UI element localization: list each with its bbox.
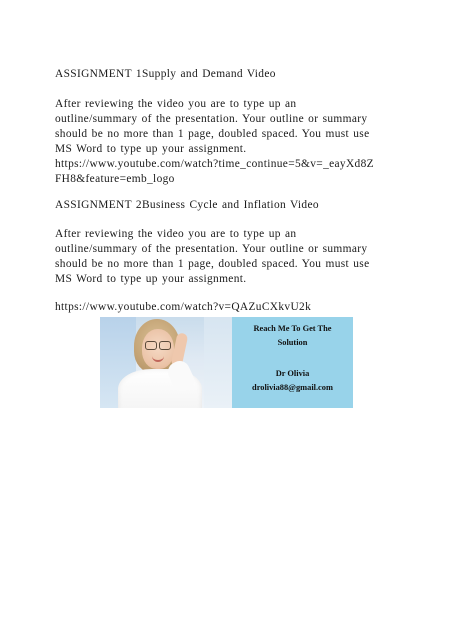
assignment1-link[interactable]: https://www.youtube.com/watch?time_continue=5&v=_eayXd8Z [55, 158, 374, 170]
glasses-icon [145, 341, 171, 349]
banner-line2: Solution [277, 338, 308, 347]
assignment2-link[interactable]: https://www.youtube.com/watch?v=QAZuCXkvU2k [55, 301, 312, 313]
assignment1-body [55, 97, 405, 187]
assignment2-line: outline/summary of the presentation. Your outline or summary [55, 243, 368, 255]
assignment1-line: should be no more than 1 page, doubled spaced. You must use [55, 128, 370, 140]
photo-window-right [204, 317, 232, 408]
assignment1-line: After reviewing the video you are to type up an [55, 98, 297, 110]
assignment2-line: After reviewing the video you are to type up an [55, 228, 297, 240]
banner-email[interactable]: drolivia88@gmail.com [252, 383, 333, 392]
banner-line1: Reach Me To Get The [253, 324, 332, 333]
woman-photo [100, 317, 232, 408]
assignment2-line: should be no more than 1 page, doubled spaced. You must use [55, 258, 370, 270]
banner-name: Dr Olivia [275, 369, 310, 378]
assignment2-heading: ASSIGNMENT 2Business Cycle and Inflation Video [55, 199, 319, 211]
assignment1-heading: ASSIGNMENT 1Supply and Demand Video [55, 68, 276, 80]
assignment2-body [55, 227, 405, 287]
assignment1-line: MS Word to type up your assignment. [55, 143, 247, 155]
assignment1-link-continued[interactable]: FH8&feature=emb_logo [55, 173, 175, 185]
contact-banner[interactable] [100, 317, 353, 408]
assignment2-line: MS Word to type up your assignment. [55, 273, 247, 285]
contact-info-panel [232, 317, 353, 408]
assignment1-line: outline/summary of the presentation. Your outline or summary [55, 113, 368, 125]
